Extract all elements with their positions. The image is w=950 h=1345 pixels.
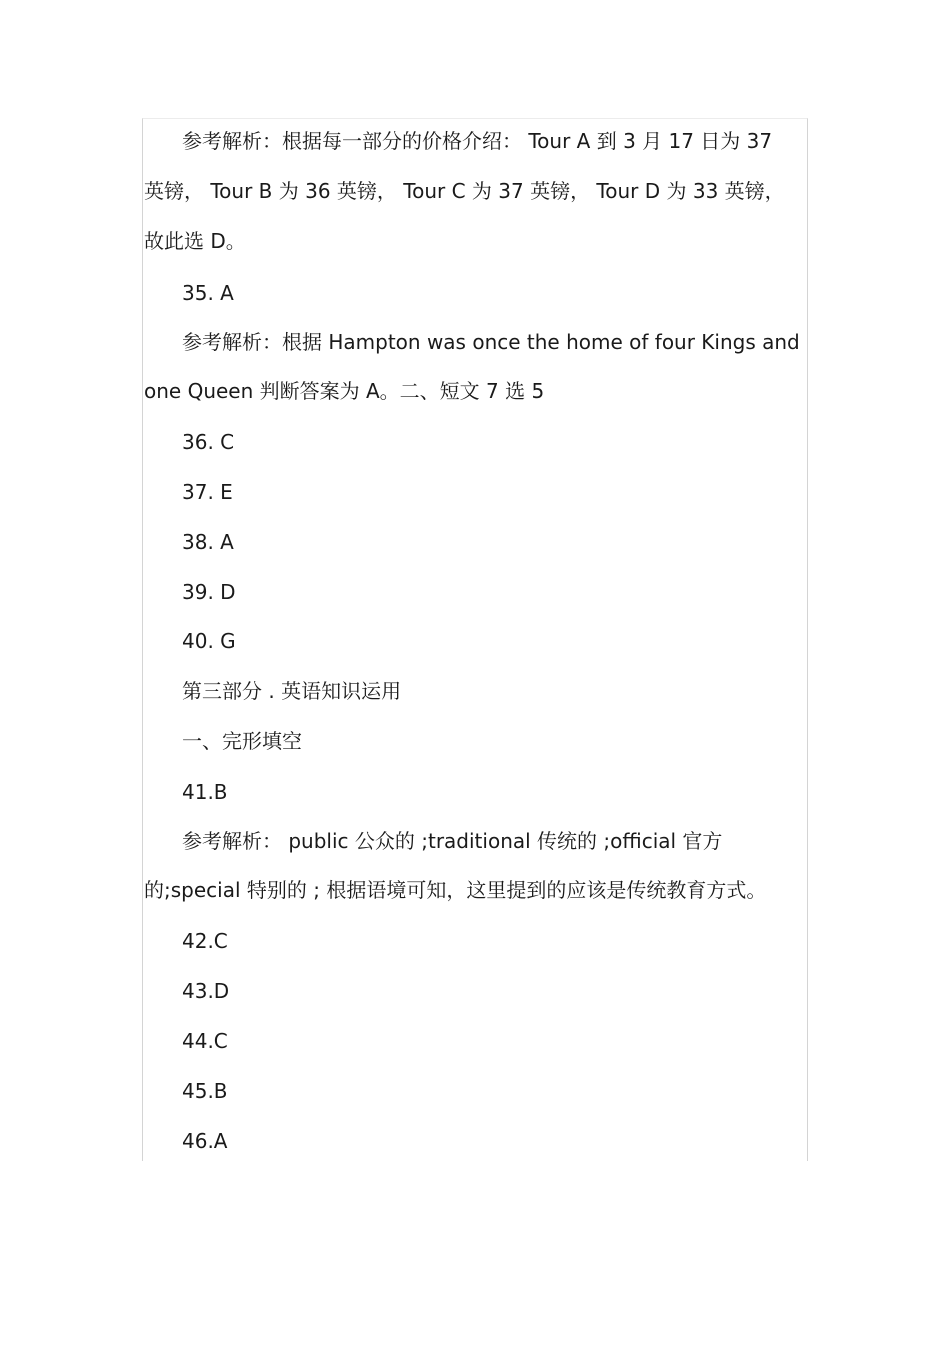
answer-40: 40. G [182, 629, 236, 653]
answer-42: 42.C [182, 929, 228, 953]
section-heading-part-three: 第三部分 . 英语知识运用 [182, 679, 402, 703]
explanation-34-line-2: 英镑， Tour B 为 36 英镑， Tour C 为 37 英镑， Tour D 为 33 英镑， [144, 179, 785, 203]
answer-44: 44.C [182, 1029, 228, 1053]
explanation-41-line-1: 参考解析： public 公众的 ;traditional 传统的 ;official 官方 [182, 829, 723, 853]
explanation-35-line-1: 参考解析：根据 Hampton was once the home of four Kings and [182, 330, 800, 354]
answer-43: 43.D [182, 979, 230, 1003]
answer-35: 35. A [182, 281, 234, 305]
explanation-35-line-2: one Queen 判断答案为 A。二、短文 7 选 5 [144, 379, 545, 403]
answer-36: 36. C [182, 430, 235, 454]
answer-39: 39. D [182, 580, 236, 604]
explanation-34-line-1: 参考解析：根据每一部分的价格介绍： Tour A 到 3 月 17 日为 37 [182, 129, 773, 153]
page-frame [142, 118, 808, 1161]
answer-38: 38. A [182, 530, 234, 554]
explanation-41-line-2: 的;special 特别的 ; 根据语境可知，这里提到的应该是传统教育方式。 [144, 878, 767, 902]
answer-45: 45.B [182, 1079, 228, 1103]
answer-41: 41.B [182, 780, 228, 804]
answer-46: 46.A [182, 1129, 228, 1153]
answer-37: 37. E [182, 480, 233, 504]
explanation-34-line-3: 故此选 D。 [144, 229, 246, 253]
subsection-heading-cloze: 一、完形填空 [182, 729, 302, 753]
